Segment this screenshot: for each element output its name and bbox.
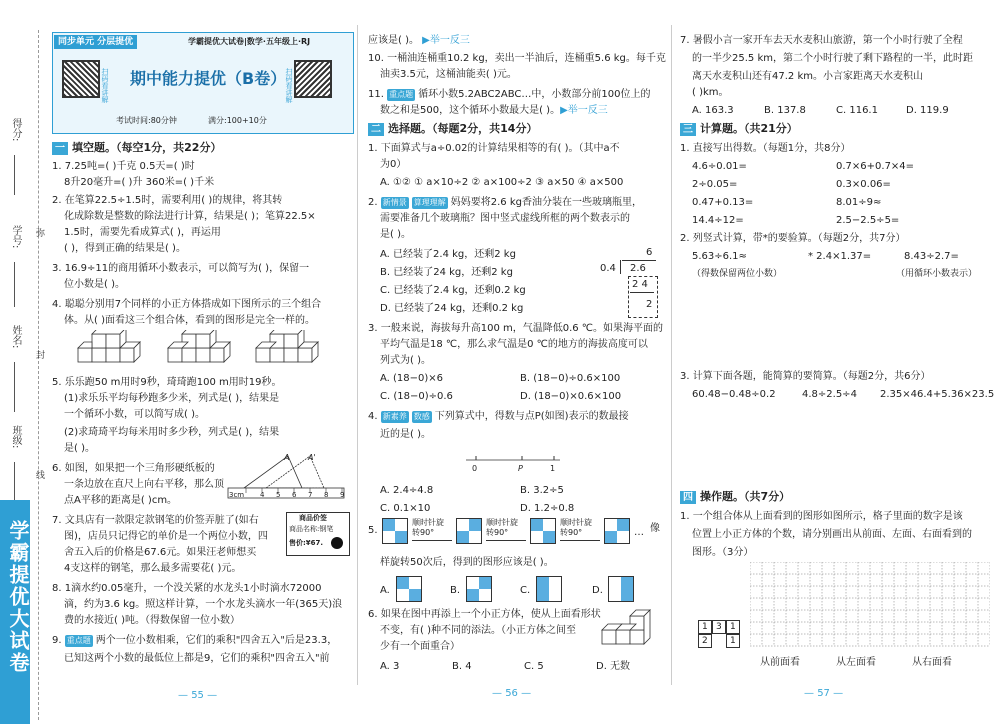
- section-operation: 四 操作题。（共7分）: [680, 490, 790, 504]
- c2-tag-1: 新情景: [382, 198, 407, 207]
- rotation-arrow-3-line: [560, 540, 600, 541]
- k1-item-1: 4.6÷0.01=: [692, 161, 747, 172]
- c1-line-b: 为0）: [380, 159, 407, 170]
- c6-cube-figure: [598, 602, 664, 648]
- cube-figure-3: [256, 330, 318, 362]
- price-stain: [331, 537, 343, 549]
- qr-right-label: 扫码看讲解: [285, 68, 293, 103]
- c7-line-d: ( )km。: [692, 87, 729, 98]
- k1-title: 1. 直接写出得数。（每题1分，共8分）: [680, 143, 851, 154]
- c3-option-b[interactable]: B. (18−0)÷0.6×100: [520, 373, 621, 384]
- qr-left-label: 扫码看讲解: [101, 68, 109, 103]
- q3-line-a: 3. 16.9÷11的商用循环小数表示，可以简写为( )，保留一: [52, 263, 310, 274]
- ruler-num-9: 9: [340, 491, 345, 499]
- q10-line-b: 油卖3.5元，这桶油能卖( )元。: [380, 69, 517, 80]
- q7-line-a: 7. 文具店有一款限定款钢笔的价签弄脏了(如右: [52, 515, 259, 526]
- q5-line-e: 是( )。: [64, 443, 95, 454]
- k3-title: 3. 计算下面各题，能简算的要简算。（每题2分，共6分）: [680, 371, 931, 382]
- rotation-square-1: [382, 518, 408, 544]
- name-label: 姓名:: [10, 325, 21, 349]
- k1-item-6: 8.01÷9≈: [836, 197, 882, 208]
- k1-item-4: 0.3×0.06=: [836, 179, 891, 190]
- c7-option-c[interactable]: C. 116.1: [836, 105, 878, 116]
- c5-option-d-figure: [608, 576, 634, 602]
- c6-option-c[interactable]: C. 5: [524, 661, 544, 672]
- c3-option-d[interactable]: D. (18−0)×0.6×100: [520, 391, 622, 402]
- c5-number: 5.: [368, 525, 378, 536]
- price-tag: [286, 512, 350, 556]
- page-number-57: — 57 —: [804, 688, 844, 699]
- q9-similar-link[interactable]: ▶举一反三: [422, 35, 470, 46]
- q1-line-b: 8升20毫升=( )升 360米=( )千米: [64, 177, 215, 188]
- k1-item-5: 0.47+0.13=: [692, 197, 754, 208]
- exam-time: 考试时间:80分钟: [116, 116, 177, 125]
- k3-item-2: 4.8÷2.5÷4: [802, 389, 857, 400]
- k1-item-7: 14.4÷12=: [692, 215, 744, 226]
- number-line: [464, 450, 564, 464]
- c5-option-b-figure: [466, 576, 492, 602]
- rotation-arrow-2: 顺时针旋转90°: [486, 518, 518, 537]
- c3-option-c[interactable]: C. (18−0)÷0.6: [380, 391, 453, 402]
- q5-line-c: 一个循环小数，可以简写成( )。: [64, 409, 205, 420]
- q6-line-c: 点A平移的距离是( )cm。: [64, 495, 178, 506]
- c5-option-a-figure: [396, 576, 422, 602]
- q11-line-b: 数之和是500，这个循环小数最大是( )。▶举一反三: [380, 105, 608, 116]
- ruler-num-4: 4: [260, 491, 265, 499]
- div-product: 2 4: [632, 279, 648, 290]
- c5-option-b[interactable]: B.: [450, 585, 461, 596]
- q4-line-b: 体。从( )面看这三个组合体，看到的图形是完全一样的。: [64, 315, 315, 326]
- c6-option-d[interactable]: D. 无数: [596, 661, 631, 672]
- k2-note-2: （用循环小数表示）: [896, 269, 978, 279]
- top-view-cell-4: 2: [702, 636, 708, 646]
- c3-line-b: 平均气温是18 ℃，那么求气温是0 ℃的地方的海拔高度可以: [380, 339, 648, 350]
- c2-option-c[interactable]: C. 已经装了2.4 kg，还剩0.2 kg: [380, 285, 526, 296]
- o1-line-c: 图形。（3分）: [692, 547, 754, 558]
- rotation-square-4: [604, 518, 630, 544]
- ruler-num-8: 8: [324, 491, 329, 499]
- class-label: 班级:: [10, 425, 21, 449]
- q9-tag: 重点题: [66, 636, 91, 645]
- page-divider-2: [671, 25, 672, 685]
- score-line: [14, 155, 15, 195]
- c4-option-c[interactable]: C. 0.1×10: [380, 503, 431, 514]
- section-fill-blank: 一 填空题。（每空1分，共22分）: [52, 141, 221, 155]
- q5-line-d: (2)求琦琦平均每米用时多少秒，列式是( )，结果: [64, 427, 280, 438]
- q5-line-a: 5. 乐乐跑50 m用时9秒，琦琦跑100 m用时19秒。: [52, 377, 282, 388]
- ruler-num-7: 7: [308, 491, 313, 499]
- view-left-label: 从左面看: [836, 657, 876, 668]
- c4-tag-2: 数感: [413, 412, 430, 421]
- c4-tag-1: 新素养: [382, 412, 407, 421]
- qr-code-right: [294, 60, 332, 98]
- id-line: [14, 262, 15, 307]
- binding-cut-line: [38, 30, 39, 720]
- div-dividend: 2.6: [630, 263, 646, 274]
- binding-strip: [0, 0, 48, 724]
- q3-line-b: 位小数是( )。: [64, 279, 125, 290]
- cube-figure-2: [168, 330, 230, 362]
- c7-option-a[interactable]: A. 163.3: [692, 105, 734, 116]
- series-title: 学霸提优大试卷|数学·五年级上·RJ: [188, 37, 311, 46]
- div-bar: [622, 260, 656, 261]
- c5-option-c-figure: [536, 576, 562, 602]
- page-number-56: — 56 —: [492, 688, 532, 699]
- long-division: [600, 246, 658, 320]
- c5-option-a[interactable]: A.: [380, 585, 390, 596]
- o1-line-a: 1. 一个组合体从上面看到的图形如图所示，格子里面的数字是该: [680, 511, 963, 522]
- rotation-square-2: [456, 518, 482, 544]
- feng-label: 封: [34, 350, 44, 359]
- exam-title: 期中能力提优（B卷）: [130, 69, 287, 88]
- c4-line-b: 近的是( )。: [380, 429, 431, 440]
- c7-line-a: 7. 暑假小言一家开车去天水麦积山旅游，第一个小时行驶了全程: [680, 35, 963, 46]
- page-57: [674, 0, 994, 724]
- c4-option-a[interactable]: A. 2.4÷4.8: [380, 485, 434, 496]
- c4-option-d[interactable]: D. 1.2÷0.8: [520, 503, 575, 514]
- k3-item-3: 2.35×46.4+5.36×23.5: [880, 389, 995, 400]
- k2-title: 2. 列竖式计算，带*的要验算。（每题2分，共7分）: [680, 233, 906, 244]
- exam-score: 满分:100+10分: [208, 116, 267, 125]
- id-label: 学号:: [10, 225, 21, 249]
- c1-line-a: 1. 下面算式与a÷0.02的计算结果相等的有( )。（其中a不: [368, 143, 620, 154]
- q6-line-a: 6. 如图，如果把一个三角形硬纸板的: [52, 463, 215, 474]
- number-line-P: P: [518, 464, 523, 473]
- c5-option-c[interactable]: C.: [520, 585, 531, 596]
- number-line-1: 1: [550, 464, 556, 473]
- xian-label: 线: [34, 470, 44, 479]
- ruler-label-A: A: [284, 453, 290, 462]
- price-tag-name: 商品名称:钢笔: [289, 525, 334, 533]
- c2-option-b[interactable]: B. 已经装了24 kg，还剩2 kg: [380, 267, 513, 278]
- q2-line-b: 化成除数是整数的除法进行计算，结果是( )；笔算22.5×: [64, 211, 316, 222]
- k1-item-2: 0.7×6+0.7×4=: [836, 161, 915, 172]
- drawing-grid[interactable]: [750, 562, 990, 652]
- k1-item-8: 2.5−2.5÷5=: [836, 215, 900, 226]
- number-line-0: 0: [472, 464, 478, 473]
- c6-line-a: 6. 如果在图中再添上一个小正方体，使从上面看形状: [368, 609, 601, 620]
- q4-cube-figures: [68, 330, 338, 370]
- top-view-cell-3: 1: [730, 622, 736, 632]
- q9-line-a: 9. 重点题 两个一位小数相乘，它们的乘积"四舍五入"后是23.3，: [52, 635, 338, 646]
- q1-line-a: 1. 7.25吨=( )千克 0.5天=( )时: [52, 161, 195, 172]
- rotation-arrow-1-line: [412, 540, 452, 541]
- c6-option-b[interactable]: B. 4: [452, 661, 472, 672]
- top-view-cell-1: 1: [702, 622, 708, 632]
- c2-option-d[interactable]: D. 已经装了24 kg，还剩0.2 kg: [380, 303, 524, 314]
- q2-line-d: ( )，得到正确的结果是( )。: [64, 243, 186, 254]
- c2-line-b: 需要准备几个玻璃瓶？图中竖式虚线所框的两个数表示的: [380, 213, 630, 224]
- c7-line-c: 离天水麦积山还有47.2 km。小言家距离天水麦积山: [692, 71, 923, 82]
- q4-line-a: 4. 聪聪分别用7个同样的小正方体搭成如下图所示的三个组合: [52, 299, 322, 310]
- unit-badge: 同步单元 分层提优: [54, 35, 137, 49]
- rotation-arrow-3: 顺时针旋转90°: [560, 518, 592, 537]
- c5-tail: 像: [650, 523, 660, 534]
- ruler-label-A2: A': [308, 453, 316, 462]
- c3-line-a: 3. 一般来说，海拔每升高100 m，气温降低0.6 ℃。如果海平面的: [368, 323, 664, 334]
- q11-line-a: 11. 重点题 循环小数5.2ABC2ABC…中，小数部分前100位上的: [368, 89, 651, 100]
- c4-option-b[interactable]: B. 3.2÷5: [520, 485, 564, 496]
- top-view-cell-2: 3: [716, 622, 722, 632]
- q6-line-b: 一条边放在直尺上向右平移，那么顶: [64, 479, 224, 490]
- q9-line-b: 已知这两个小数的最低位上都是9，它们的乘积"四舍五入"前: [64, 653, 330, 664]
- c2-line-a: 2. 新情景 算理理解 妈妈要将2.6 kg香油分装在一些玻璃瓶里，: [368, 197, 642, 208]
- ruler-num-6: 6: [292, 491, 297, 499]
- k2-item-2: * 2.4×1.37=: [808, 251, 872, 262]
- c7-option-d[interactable]: D. 119.9: [906, 105, 949, 116]
- rotation-square-3: [530, 518, 556, 544]
- q7-line-c: 舍五入后的价格是67.6元。如果汪老师想买: [64, 547, 257, 558]
- mi-label: 弥: [34, 228, 44, 237]
- rotation-arrow-1: 顺时针旋转90°: [412, 518, 444, 537]
- q7-line-b: 图)，店员只记得它的单价是一个两位小数，四: [64, 531, 268, 542]
- c6-line-b: 不变，有( )种不同的添法。（小正方体之间至: [380, 625, 576, 636]
- c7-line-b: 的一半少25.5 km，第二个小时行驶了剩下路程的一半，此时距: [692, 53, 973, 64]
- c3-line-c: 列式为( )。: [380, 355, 431, 366]
- q10-line-a: 10. 一桶油连桶重10.2 kg，卖出一半油后，连桶重5.6 kg。每千克: [368, 53, 666, 64]
- div-remainder: 2: [646, 299, 653, 310]
- k2-item-1: 5.63÷6.1≈: [692, 251, 747, 262]
- price-tag-value: 售价:¥67.: [289, 539, 324, 547]
- brand-text: 学霸提优大试卷: [6, 520, 30, 674]
- q11-similar-link[interactable]: ▶举一反三: [560, 105, 608, 116]
- k1-item-3: 2÷0.05=: [692, 179, 738, 190]
- q2-line-c: 1.5时，需要先看成算式( )，再运用: [64, 227, 221, 238]
- q2-line-a: 2. 在笔算22.5÷1.5时，需要利用( )的规律，将其转: [52, 195, 283, 206]
- view-front-label: 从前面看: [760, 657, 800, 668]
- top-view-grid: [698, 620, 740, 648]
- c4-line-a: 4. 新素养 数感 下列算式中，得数与点P(如图)表示的数最接: [368, 411, 629, 422]
- div-line: [630, 292, 654, 293]
- c6-line-c: 少有一个面重合）: [380, 641, 460, 652]
- top-view-cell-5: 1: [730, 636, 736, 646]
- c2-tag-2: 算理理解: [413, 198, 446, 207]
- q9-line-c: 应该是( )。 ▶举一反三: [368, 35, 470, 46]
- page-55: [48, 0, 350, 724]
- c7-option-b[interactable]: B. 137.8: [764, 105, 806, 116]
- q11-tag: 重点题: [389, 90, 414, 99]
- div-quotient: 6: [646, 247, 653, 258]
- section-choice: 二 选择题。（每题2分，共14分）: [368, 122, 537, 136]
- page-divider-1: [357, 25, 358, 685]
- c1-options: A. ①② ① a×10÷2 ② a×100÷2 ③ a×50 ④ a×500: [380, 177, 624, 188]
- rotation-arrow-2-line: [486, 540, 526, 541]
- c2-line-c: 是( )。: [380, 229, 411, 240]
- page-number-55: — 55 —: [178, 690, 218, 701]
- c2-option-a[interactable]: A. 已经装了2.4 kg，还剩2 kg: [380, 249, 516, 260]
- ruler-num-5: 5: [276, 491, 281, 499]
- q7-line-d: 4支这样的钢笔，那么最多需要花( )元。: [64, 563, 242, 574]
- c3-option-a[interactable]: A. (18−0)×6: [380, 373, 444, 384]
- section-calc: 三 计算题。（共21分）: [680, 122, 798, 136]
- ruler-left-label: 3cm: [229, 491, 245, 499]
- view-right-label: 从右面看: [912, 657, 952, 668]
- k3-item-1: 60.48−0.48÷0.2: [692, 389, 776, 400]
- c5-option-d[interactable]: D.: [592, 585, 603, 596]
- div-divisor: 0.4: [600, 263, 616, 274]
- k2-note-1: （得数保留两位小数）: [692, 269, 783, 279]
- q8-line-c: 费的水接近( )吨。（得数保留一位小数）: [64, 615, 240, 626]
- k2-item-3: 8.43÷2.7=: [904, 251, 959, 262]
- page-56: [360, 0, 670, 724]
- c5-line-b: 样旋转50次后，得到的图形应该是( )。: [380, 557, 554, 568]
- rotation-ellipsis: …: [634, 527, 644, 538]
- div-bracket: [620, 260, 623, 274]
- cube-figure-1: [78, 330, 140, 362]
- score-label: 得分:: [10, 118, 21, 142]
- name-line: [14, 362, 15, 412]
- c6-option-a[interactable]: A. 3: [380, 661, 400, 672]
- q8-line-b: 滴，约为3.6 kg。照这样计算，一个水龙头滴水一年(365天)浪: [64, 599, 343, 610]
- price-tag-title: 商品价签: [299, 514, 327, 522]
- o1-line-b: 位置上小正方体的个数，请分别画出从前面、左面、右面看到的: [692, 529, 972, 540]
- qr-code-left: [62, 60, 100, 98]
- q5-line-b: (1)求乐乐平均每秒跑多少米，列式是( )，结果是: [64, 393, 280, 404]
- q8-line-a: 8. 1滴水约0.05毫升，一个没关紧的水龙头1小时滴水72000: [52, 583, 322, 594]
